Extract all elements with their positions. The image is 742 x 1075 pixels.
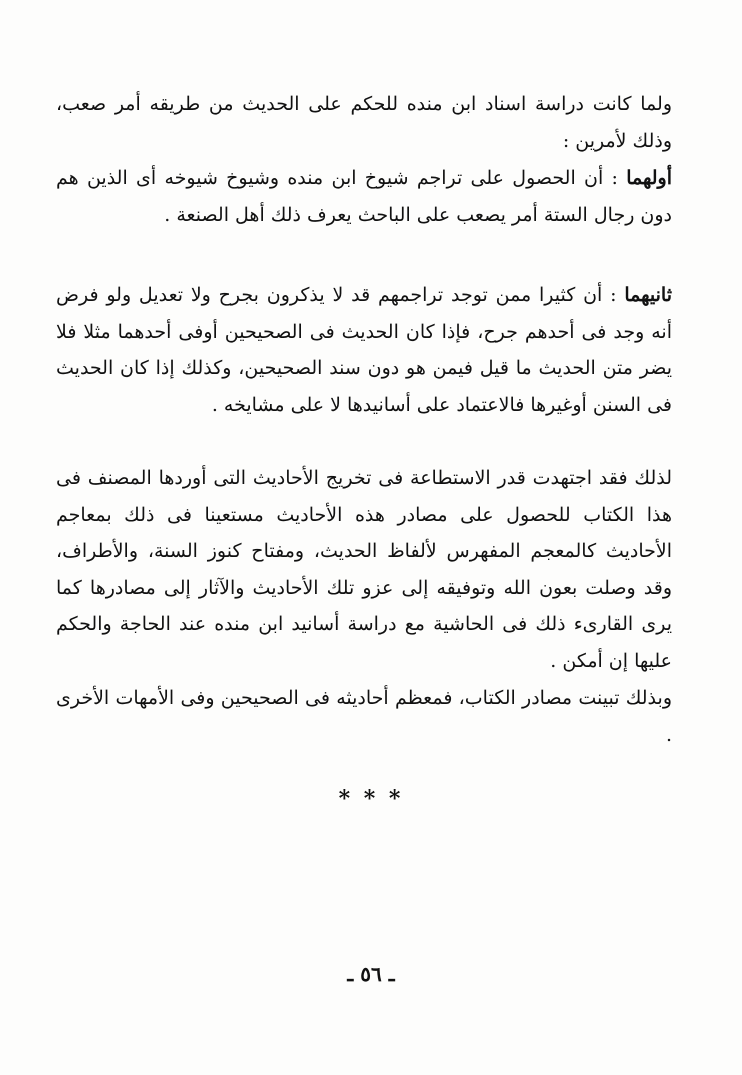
page-number: ـ ٥٦ ـ <box>347 962 395 986</box>
intro-text: ولما كانت دراسة اسناد ابن منده للحكم على الحديث من طريقه أمر صعب، وذلك لأمرين : <box>56 93 672 152</box>
intro-paragraph <box>56 86 672 159</box>
methodology-paragraph <box>56 460 672 679</box>
methodology-text: لذلك فقد اجتهدت قدر الاستطاعة فى تخريج الأحاديث التى أوردها المصنف فى هذا الكتاب للحصول على مصادر هذه الأحاديث مستعينا فى ذلك بمعاجم الأحاديث كالمعجم المفهرس لألفاظ الحديث، ومفتاح كنوز السنة، والأطراف، وقد وصلت بعون الله وتوفيقه إلى عزو تلك الأحاديث والآثار إلى مصادرها كما يرى القارىء ذلك فى الحاشية مع دراسة أسانيد ابن منده عند الحاجة والحكم عليها إن أمكن . <box>56 467 672 672</box>
first-reason-text: : أن الحصول على تراجم شيوخ ابن منده وشيوخ شيوخه أى الذين هم دون رجال الستة أمر يصعب على الباحث يعرف ذلك أهل الصنعة . <box>56 167 672 226</box>
second-reason-text: : أن كثيرا ممن توجد تراجمهم قد لا يذكرون بجرح ولا تعديل ولو فرض أنه وجد فى أحدهم جرح، فإذا كان الحديث فى الصحيحين أوفى أحدهما مثلا فلا يضر متن الحديث ما قيل فيمن هو دون سند الصحيحين، وكذلك إذا كان الحديث فى السنن أوغيرها فالاعتماد على أسانيدها لا على مشايخه . <box>56 284 672 416</box>
sources-paragraph <box>56 680 672 753</box>
second-reason-lead: ثانيهما <box>624 284 672 306</box>
sources-text: وبذلك تبينت مصادر الكتاب، فمعظم أحاديثه فى الصحيحين وفى الأمهات الأخرى . <box>56 687 672 746</box>
section-separator: * * * <box>338 786 404 812</box>
first-reason-lead: أولهما <box>626 167 672 189</box>
second-reason-paragraph <box>56 277 672 423</box>
first-reason-paragraph <box>56 160 672 233</box>
